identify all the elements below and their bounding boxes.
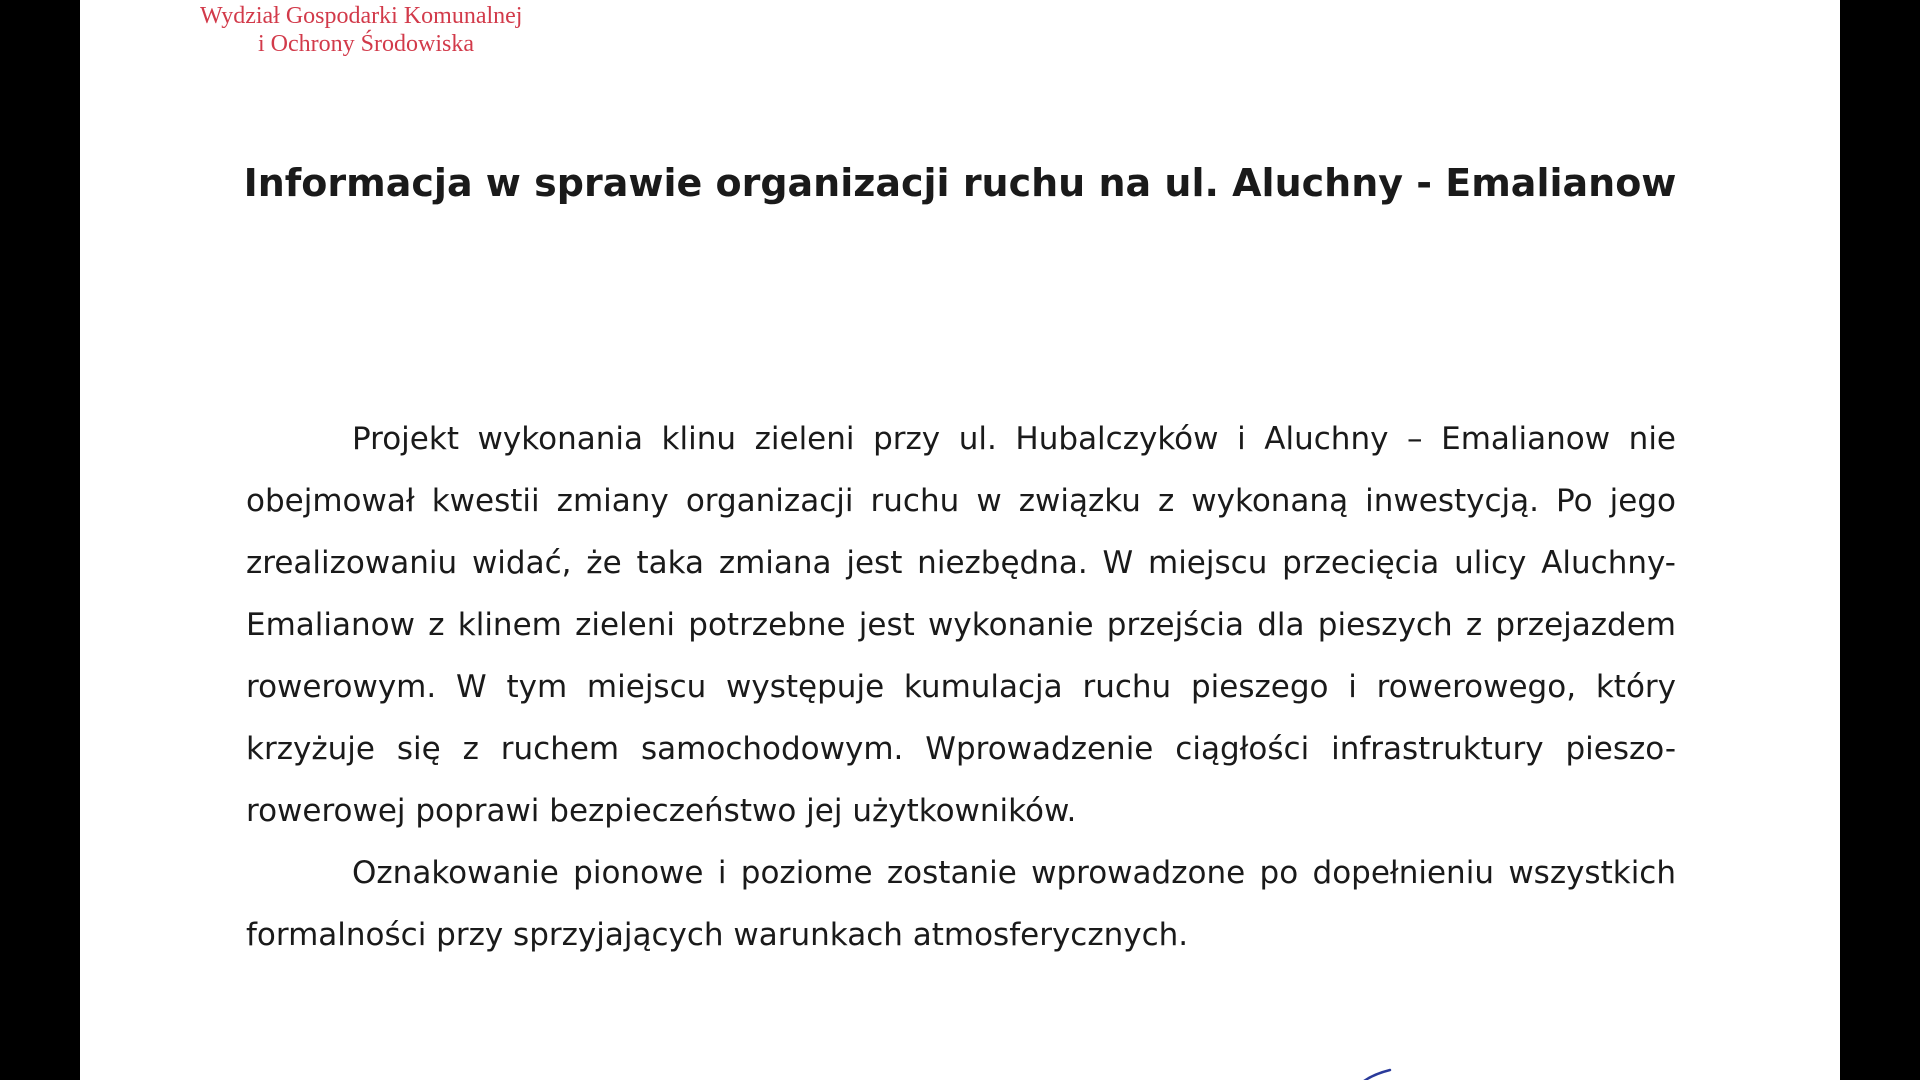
department-name-line1: Wydział Gospodarki Komunalnej	[200, 3, 523, 29]
signature-stroke-icon	[1362, 1068, 1392, 1080]
department-header	[200, 2, 560, 58]
document-title: Informacja w sprawie organizacji ruchu na ul. Aluchny - Emalianow	[243, 161, 1677, 205]
document-page	[80, 0, 1840, 1080]
paragraph-2: Oznakowanie pionowe i poziome zostanie wprowadzone po dopełnieniu wszystkich formalności przy sprzyjających warunkach atmosferycznych.	[246, 855, 1676, 953]
paragraph-1: Projekt wykonania klinu zieleni przy ul. Hubalczyków i Aluchny – Emalianow nie obejmował kwestii zmiany organizacji ruchu w związku z wykonaną inwestycją. Po jego zrealizowaniu widać, że taka zmiana jest niezbędna. W miejscu przecięcia ulicy Aluchny-Emalianow z klinem zieleni potrzebne jest wykonanie przejścia dla pieszych z przejazdem rowerowym. W tym miejscu występuje kumulacja ruchu pieszego i rowerowego, który krzyżuje się z ruchem samochodowym. Wprowadzenie ciągłości infrastruktury pieszo-rowerowej poprawi bezpieczeństwo jej użytkowników.	[246, 421, 1676, 829]
department-name-line2: i Ochrony Środowiska	[258, 31, 474, 57]
document-body	[246, 408, 1676, 966]
